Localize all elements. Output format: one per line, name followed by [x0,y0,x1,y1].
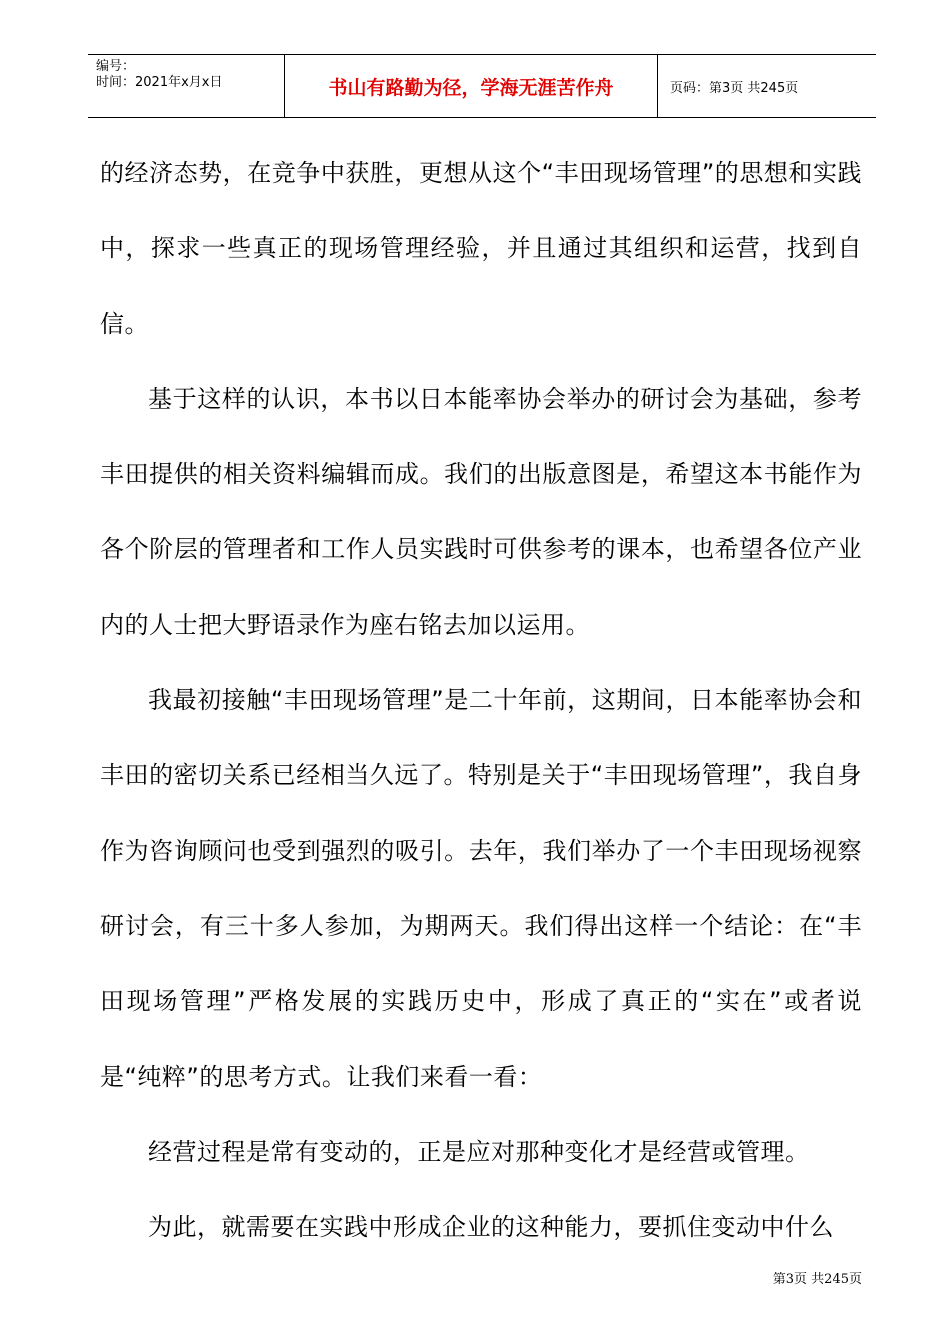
header-page-info: 页码：第3页 共245页 [670,81,799,96]
document-body [100,136,862,1265]
body-paragraph: 的经济态势，在竞争中获胜，更想从这个“丰田现场管理”的思想和实践中，探求一些真正的现场管理经验，并且通过其组织和运营，找到自信。 [100,159,862,338]
body-paragraph: 经营过程是常有变动的，正是应对那种变化才是经营或管理。 [148,1137,810,1166]
header-motto: 书山有路勤为径，学海无涯苦作舟 [328,77,614,99]
document-time-label: 时间：2021年x月x日 [96,75,223,90]
body-paragraph: 为此，就需要在实践中形成企业的这种能力，要抓住变动中什么 [148,1213,834,1242]
body-paragraph: 我最初接触“丰田现场管理”是二十年前，这期间，日本能率协会和丰田的密切关系已经相当久远了。特别是关于“丰田现场管理”，我自身作为咨询顾问也受到强烈的吸引。去年，我们举办了一个丰田现场视察研讨会，有三十多人参加，为期两天。我们得出这样一个结论：在“丰田现场管理”严格发展的实践历史中，形成了真正的“实在”或者说是“纯粹”的思考方式。让我们来看一看： [100,686,862,1091]
document-meta [96,59,222,91]
document-number-label: 编号： [96,59,136,74]
footer-page-number: 第3页 共245页 [772,1272,862,1287]
body-paragraph: 基于这样的认识，本书以日本能率协会举办的研讨会为基础，参考丰田提供的相关资料编辑而成。我们的出版意图是，希望这本书能作为各个阶层的管理者和工作人员实践时可供参考的课本，也希望各位产业内的人士把大野语录作为座右铭去加以运用。 [100,384,862,639]
header-divider [657,55,658,117]
page-header [88,54,876,118]
